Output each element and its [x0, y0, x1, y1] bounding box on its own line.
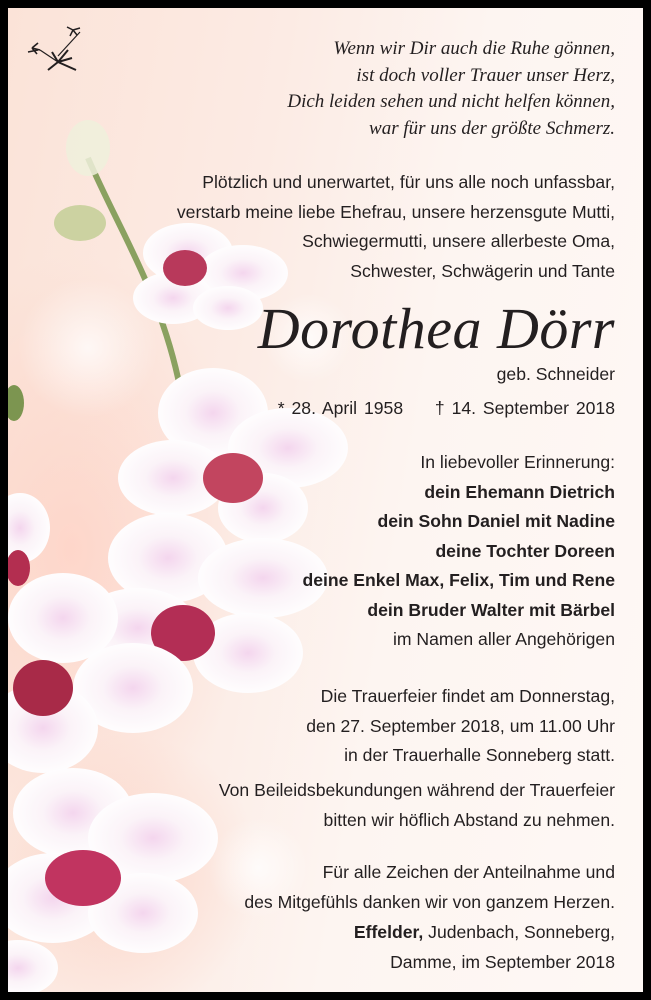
intro-line: Plötzlich und unerwartet, für uns alle noch unfassbar,	[202, 172, 615, 192]
funeral-line: in der Trauerhalle Sonneberg statt.	[344, 745, 615, 765]
place-line	[354, 918, 615, 948]
thanks-line: Für alle Zeichen der Anteilnahme und	[322, 862, 615, 882]
intro-line: verstarb meine liebe Ehefrau, unsere herzensgute Mutti,	[176, 201, 615, 222]
place-line-2: Damme, im September 2018	[390, 951, 615, 972]
poem-line: Wenn wir Dir auch die Ruhe gönnen,	[333, 38, 615, 59]
deceased-name: Dorothea Dörr	[257, 296, 615, 361]
condolences-note	[219, 776, 615, 835]
mourner: dein Sohn Daniel mit Nadine	[377, 511, 615, 531]
mourner: dein Bruder Walter mit Bärbel	[367, 599, 615, 620]
mourners-block	[302, 448, 615, 655]
place-bold: Effelder,	[353, 922, 424, 942]
place-rest: Judenbach, Sonneberg,	[423, 922, 615, 942]
thanks-note	[244, 858, 615, 917]
condolences-line: Von Beileidsbekundungen während der Trauerfeier	[218, 780, 615, 800]
palm-leaves-icon	[28, 27, 80, 70]
mourner: dein Ehemann Dietrich	[424, 481, 615, 502]
memory-footer: im Namen aller Angehörigen	[392, 629, 615, 649]
thanks-line: des Mitgefühls danken wir von ganzem Herzen.	[244, 891, 615, 912]
poem-line: war für uns der größte Schmerz.	[369, 117, 615, 139]
poem	[287, 36, 615, 142]
funeral-line: den 27. September 2018, um 11.00 Uhr	[306, 715, 615, 736]
place-date	[354, 918, 615, 977]
mourner: deine Enkel Max, Felix, Tim und Rene	[302, 570, 615, 590]
poem-line: ist doch voller Trauer unser Herz,	[356, 64, 615, 86]
intro-line: Schwester, Schwägerin und Tante	[350, 260, 615, 281]
birth-date: * 28. April 1958	[277, 398, 404, 418]
intro-line: Schwiegermutti, unsere allerbeste Oma,	[302, 231, 615, 251]
obituary-card	[8, 8, 643, 992]
poem-line: Dich leiden sehen und nicht helfen können,	[287, 91, 615, 112]
mourner: deine Tochter Doreen	[435, 540, 615, 561]
life-dates	[278, 398, 615, 419]
funeral-info	[306, 682, 615, 771]
death-date: † 14. September 2018	[434, 398, 615, 418]
condolences-line: bitten wir höflich Abstand zu nehmen.	[323, 809, 615, 830]
birth-name: geb. Schneider	[496, 364, 615, 384]
memory-heading: In liebevoller Erinnerung:	[420, 452, 615, 472]
funeral-line: Die Trauerfeier findet am Donnerstag,	[320, 686, 615, 706]
intro-text	[177, 168, 615, 286]
